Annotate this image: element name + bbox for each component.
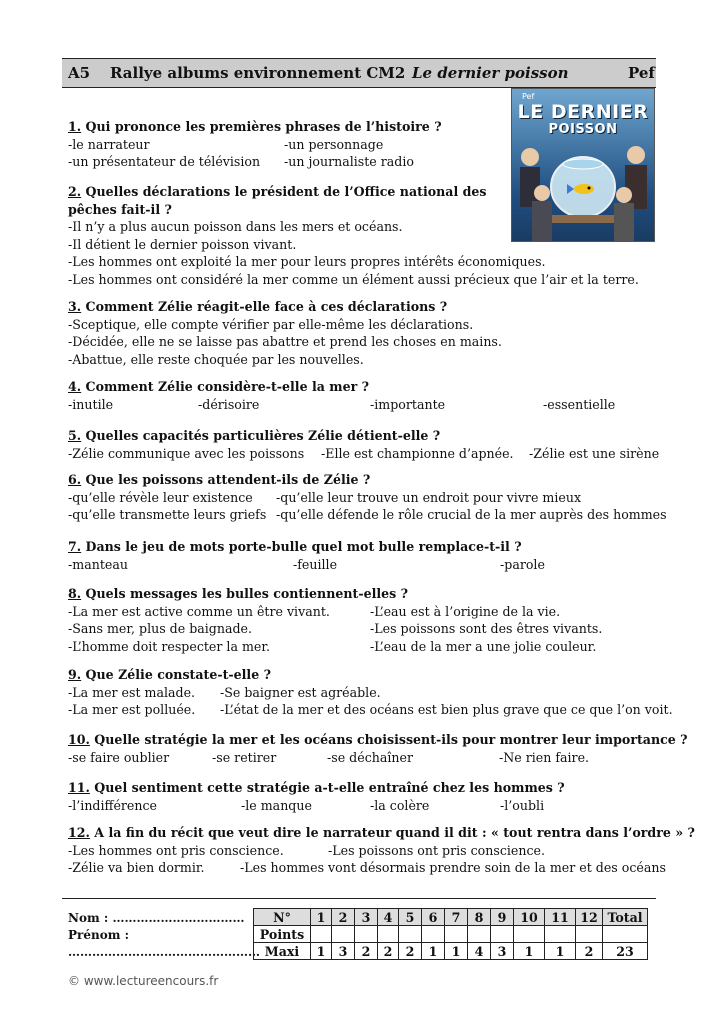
score-cell[interactable] [514, 926, 545, 943]
answer-option[interactable]: -Zélie va bien dormir. [68, 860, 205, 875]
question-number: 5. [68, 428, 82, 443]
question-number: 9. [68, 667, 82, 682]
answer-option[interactable]: -manteau [68, 556, 128, 572]
question-number: 4. [68, 379, 82, 394]
score-cell: 2 [332, 909, 355, 926]
score-cell: 4 [468, 943, 491, 960]
question-number: 6. [68, 472, 82, 487]
answer-row [68, 603, 561, 621]
score-cell: N° [254, 909, 311, 926]
cover-title-line-2: POISSON [548, 122, 618, 137]
answer-option[interactable]: -Ne rien faire. [499, 749, 590, 765]
answer-option[interactable]: -un journaliste radio [284, 154, 414, 169]
score-cell: 3 [355, 909, 378, 926]
answer-row [68, 701, 673, 719]
answer-option[interactable]: -qu’elle transmette leurs griefs [68, 507, 267, 522]
student-identity [68, 910, 260, 961]
answer-option[interactable]: -se faire oublier [68, 749, 170, 765]
prenom-field[interactable]: Prénom : [68, 928, 130, 942]
header-code: A5 [68, 64, 91, 82]
question-7 [68, 538, 545, 573]
question-text: Que les poissons attendent-ils de Zélie ? [81, 472, 371, 487]
question-number: 2. [68, 184, 82, 199]
answer-row [68, 842, 695, 860]
question-2 [68, 183, 639, 288]
score-cell: 2 [399, 943, 422, 960]
question-number: 7. [68, 539, 82, 554]
answer-option[interactable]: -un personnage [284, 136, 384, 152]
answer-row [68, 506, 667, 524]
answer-row [68, 333, 502, 351]
score-cell: 6 [422, 909, 445, 926]
score-cell[interactable] [491, 926, 514, 943]
score-cell: 23 [603, 943, 648, 960]
question-10 [68, 731, 688, 766]
question-text: Comment Zélie considère-t-elle la mer ? [81, 379, 370, 394]
answer-option[interactable]: -Les poissons ont pris conscience. [328, 842, 545, 858]
score-cell[interactable] [603, 926, 648, 943]
answer-option[interactable]: -Les hommes vont désormais prendre soin de la mer et des océans [240, 860, 666, 875]
footer-copyright: © www.lectureencours.fr [68, 974, 219, 988]
answer-option[interactable]: -Il n’y a plus aucun poisson dans les mers et océans. [68, 219, 403, 234]
answer-row [68, 489, 582, 507]
answer-option[interactable]: -l’oubli [500, 797, 545, 813]
question-12 [68, 824, 695, 877]
answer-option[interactable]: -le manque [241, 797, 312, 813]
question-4 [68, 378, 616, 413]
question-title [68, 824, 695, 842]
answer-option[interactable]: -la colère [370, 797, 430, 813]
score-cell: 1 [445, 943, 468, 960]
score-cell: 1 [311, 909, 332, 926]
answer-option[interactable]: -essentielle [543, 396, 616, 412]
answer-row [68, 136, 442, 154]
score-cell: 7 [445, 909, 468, 926]
question-1 [68, 118, 442, 171]
question-8 [68, 585, 603, 655]
question-6 [68, 471, 667, 524]
answer-option[interactable]: -Il détient le dernier poisson vivant. [68, 236, 297, 252]
prenom-dots: ………………………………………… [68, 945, 260, 959]
answer-option[interactable]: -feuille [293, 556, 338, 572]
question-text: Dans le jeu de mots porte-bulle quel mot bulle remplace-t-il ? [81, 539, 522, 554]
question-number: 12. [68, 825, 90, 840]
answer-option[interactable]: -Elle est championne d’apnée. [321, 445, 514, 461]
answer-option[interactable]: -Les hommes ont pris conscience. [68, 842, 284, 858]
question-3 [68, 298, 502, 368]
answer-option[interactable]: -Se baigner est agréable. [220, 684, 381, 700]
answer-row [68, 638, 597, 656]
score-table [253, 908, 648, 960]
answer-row [68, 445, 660, 463]
score-cell[interactable] [378, 926, 399, 943]
score-cell: 2 [378, 943, 399, 960]
question-text: Comment Zélie réagit-elle face à ces déclarations ? [81, 299, 448, 314]
answer-row [68, 351, 447, 369]
question-text: A la fin du récit que veut dire le narrateur quand il dit : « tout rentra dans l’ordre » ? [89, 825, 695, 840]
cover-author: Pef [522, 92, 535, 101]
divider-line [62, 898, 656, 899]
answer-row [68, 271, 639, 289]
question-number: 10. [68, 732, 90, 747]
header-author: Pef [628, 64, 655, 82]
answer-option[interactable]: -L’état de la mer et des océans est bien plus grave que ce que l’on voit. [220, 702, 673, 717]
answer-option[interactable]: -Zélie est une sirène [529, 445, 660, 461]
answer-option[interactable]: -l’indifférence [68, 797, 158, 813]
question-title [68, 585, 408, 603]
answer-row [68, 236, 487, 254]
answer-option[interactable]: -Les hommes ont considéré la mer comme un élément aussi précieux que l’air et la terre. [68, 271, 639, 287]
score-cell: 1 [514, 943, 545, 960]
question-text: Quelles capacités particulières Zélie détient-elle ? [81, 428, 441, 443]
answer-option[interactable]: -un présentateur de télévision [68, 154, 261, 169]
answer-option[interactable]: -qu’elle révèle leur existence [68, 489, 253, 505]
answer-option[interactable]: -Sans mer, plus de baignade. [68, 621, 252, 636]
answer-option[interactable]: -Décidée, elle ne se laisse pas abattre et prend les choses en mains. [68, 334, 502, 349]
score-cell[interactable] [422, 926, 445, 943]
score-cell[interactable] [576, 926, 603, 943]
question-text: Quelles déclarations le président de l’Office national des [81, 184, 487, 199]
question-title [68, 779, 565, 797]
score-cell: 1 [422, 943, 445, 960]
answer-option[interactable]: -Les poissons sont des êtres vivants. [370, 621, 603, 636]
header-series: Rallye albums environnement CM2 [110, 64, 406, 82]
score-cell: 12 [576, 909, 603, 926]
score-cell[interactable] [445, 926, 468, 943]
answer-option[interactable]: -Abattue, elle reste choquée par les nouvelles. [68, 351, 364, 367]
question-title [68, 538, 522, 556]
question-title [68, 378, 369, 396]
score-cell: 10 [514, 909, 545, 926]
answer-row [68, 684, 381, 702]
question-text: Quelle stratégie la mer et les océans choisissent-ils pour montrer leur importance ? [89, 732, 688, 747]
question-title [68, 118, 442, 136]
question-number: 1. [68, 119, 82, 134]
score-cell: 3 [332, 943, 355, 960]
question-text: Quel sentiment cette stratégie a-t-elle entraîné chez les hommes ? [89, 780, 565, 795]
question-text: Qui prononce les premières phrases de l’histoire ? [81, 119, 442, 134]
score-cell: 1 [311, 943, 332, 960]
score-cell: 2 [355, 943, 378, 960]
question-title [68, 427, 440, 445]
score-cell[interactable] [545, 926, 576, 943]
question-9 [68, 666, 673, 719]
answer-row [68, 859, 695, 877]
question-text: Que Zélie constate-t-elle ? [81, 667, 271, 682]
header-row [254, 909, 648, 926]
answer-option[interactable]: -Sceptique, elle compte vérifier par elle-même les déclarations. [68, 316, 474, 332]
score-cell: Total [603, 909, 648, 926]
points-row [254, 926, 648, 943]
answer-row [68, 253, 546, 271]
score-cell[interactable] [468, 926, 491, 943]
maxi-row [254, 943, 648, 960]
answer-row [68, 620, 603, 638]
answer-option[interactable]: -inutile [68, 396, 114, 412]
score-cell: 4 [378, 909, 399, 926]
header-book-title: Le dernier poisson [412, 64, 569, 82]
answer-option[interactable]: -qu’elle défende le rôle crucial de la mer auprès des hommes [276, 507, 667, 522]
question-11 [68, 779, 565, 814]
answer-row [68, 749, 688, 767]
cover-illustration [512, 89, 654, 241]
score-cell: Points [254, 926, 311, 943]
score-cell: 5 [399, 909, 422, 926]
score-cell: 9 [491, 909, 514, 926]
answer-row [68, 797, 565, 815]
answer-option[interactable]: -se retirer [212, 749, 277, 765]
answer-option[interactable]: -qu’elle leur trouve un endroit pour vivre mieux [276, 489, 582, 505]
question-number: 11. [68, 780, 90, 795]
question-text-continued: pêches fait-il ? [68, 201, 172, 217]
question-5 [68, 427, 660, 462]
answer-option[interactable]: -Zélie communique avec les poissons [68, 445, 305, 461]
answer-option[interactable]: -importante [370, 396, 446, 412]
answer-option[interactable]: -L’homme doit respecter la mer. [68, 638, 270, 654]
answer-row [68, 396, 616, 414]
question-number: 8. [68, 586, 82, 601]
question-title [68, 298, 447, 316]
answer-option[interactable]: -se déchaîner [327, 749, 413, 765]
question-title [68, 183, 487, 201]
answer-option[interactable]: -dérisoire [198, 396, 260, 412]
answer-option[interactable]: -La mer est malade. [68, 684, 196, 700]
question-number: 3. [68, 299, 82, 314]
score-cell: 1 [545, 943, 576, 960]
score-cell: 2 [576, 943, 603, 960]
score-cell[interactable] [332, 926, 355, 943]
answer-row [68, 316, 474, 334]
answer-row [68, 218, 487, 236]
answer-row [68, 153, 442, 171]
answer-row [68, 556, 545, 574]
score-cell: 3 [491, 943, 514, 960]
score-cell: Maxi [254, 943, 311, 960]
score-cell[interactable] [311, 926, 332, 943]
answer-option[interactable]: -La mer est polluée. [68, 702, 196, 717]
answer-option[interactable]: -Les hommes ont exploité la mer pour leurs propres intérêts économiques. [68, 254, 546, 269]
answer-option[interactable]: -le narrateur [68, 136, 150, 152]
cover-title-line-1: LE DERNIER [517, 101, 649, 123]
score-cell[interactable] [399, 926, 422, 943]
score-cell: 8 [468, 909, 491, 926]
answer-option[interactable]: -L’eau est à l’origine de la vie. [370, 603, 561, 619]
question-text: Quels messages les bulles contiennent-elles ? [81, 586, 409, 601]
book-cover-image [511, 88, 655, 242]
score-cell: 11 [545, 909, 576, 926]
answer-option[interactable]: -parole [500, 556, 545, 572]
answer-option[interactable]: -La mer est active comme un être vivant. [68, 603, 330, 619]
answer-option[interactable]: -L’eau de la mer a une jolie couleur. [370, 638, 597, 654]
question-title [68, 731, 688, 749]
header-bar [62, 58, 656, 88]
nom-field[interactable]: Nom : …………………………… [68, 911, 245, 925]
question-title [68, 666, 271, 684]
score-cell[interactable] [355, 926, 378, 943]
question-title [68, 471, 370, 489]
